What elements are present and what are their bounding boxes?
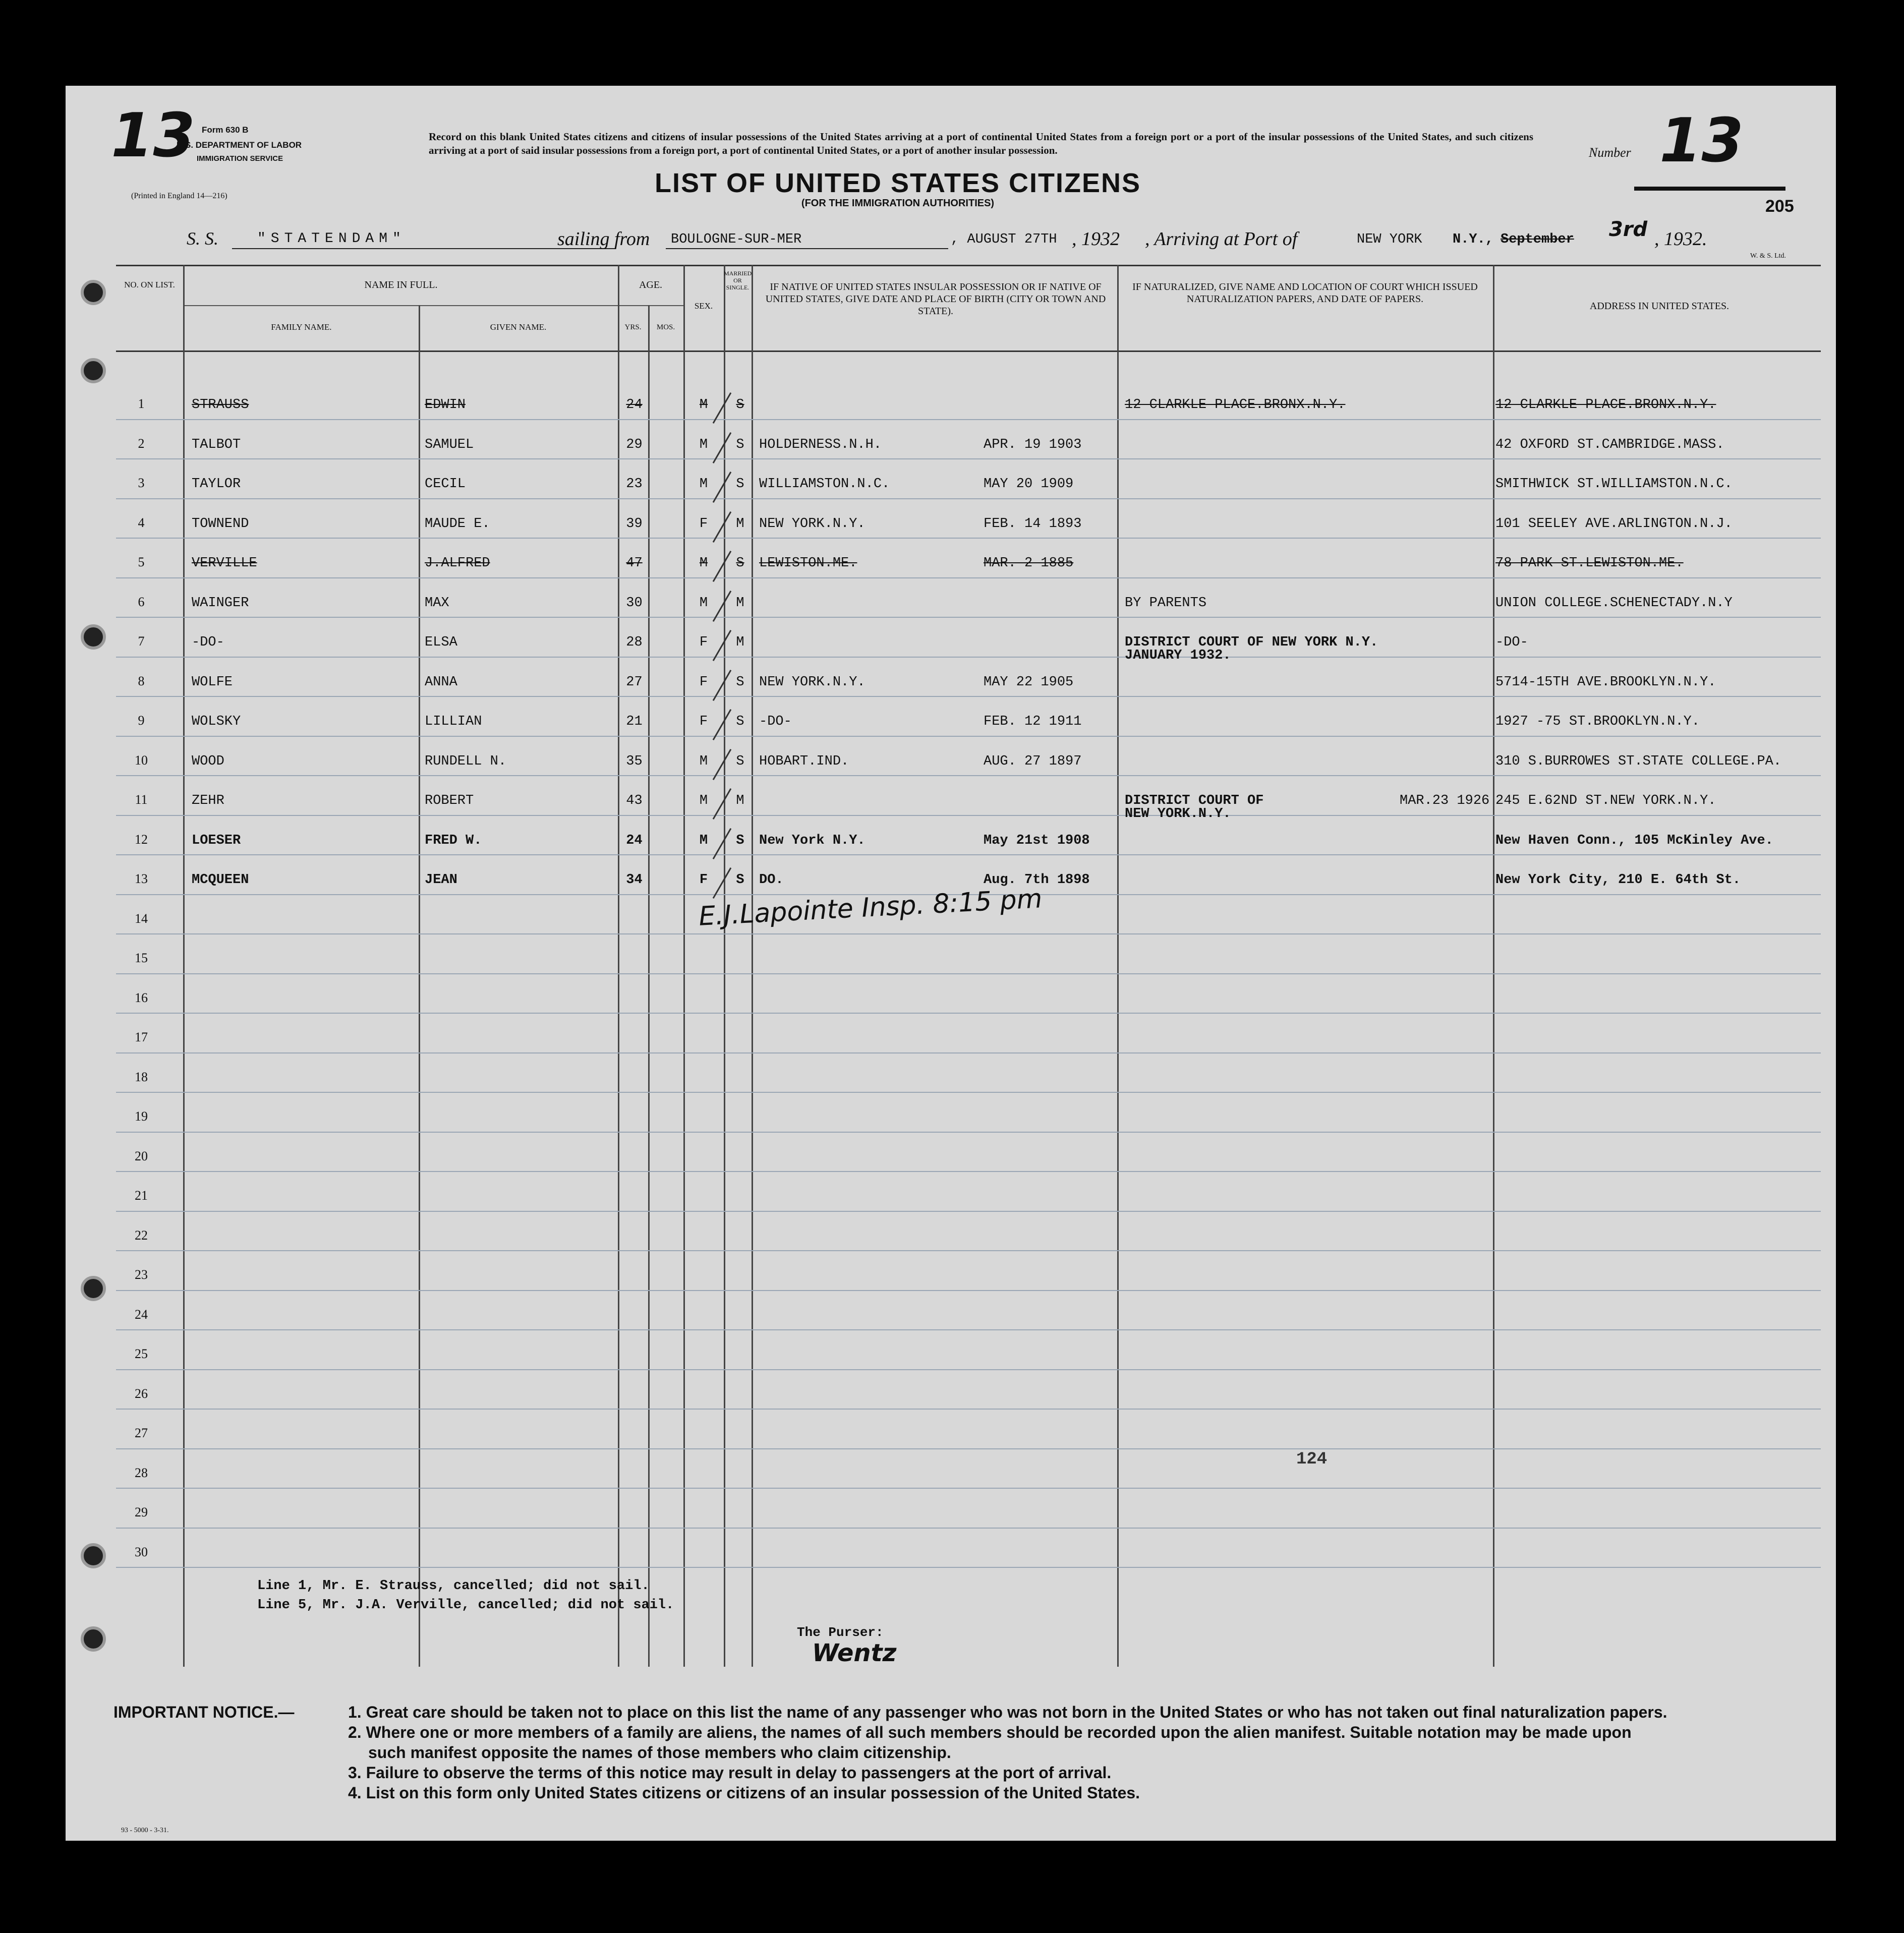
cell-sex: F <box>699 872 708 888</box>
cell-given: RUNDELL N. <box>425 753 507 769</box>
port-underline <box>666 248 948 249</box>
cell-family: WOOD <box>192 753 224 769</box>
cell-ms: S <box>736 833 744 848</box>
col-header-family: FAMILY NAME. <box>271 322 332 332</box>
cell-birth-place: New York N.Y. <box>759 833 866 848</box>
name-subheader-line <box>184 305 683 306</box>
purser-signature: Wentz <box>812 1639 897 1667</box>
cell-given: J.ALFRED <box>425 556 490 571</box>
empty-row <box>116 1378 1821 1418</box>
cell-sex: M <box>699 556 708 571</box>
cell-family: TAYLOR <box>192 477 241 492</box>
empty-row <box>116 1180 1821 1220</box>
cell-sex: M <box>699 437 708 452</box>
empty-row <box>116 982 1821 1022</box>
cell-sex: M <box>699 477 708 492</box>
table-row <box>116 547 1821 587</box>
cell-nat-date: MAR.23 1926 <box>1400 793 1490 808</box>
table-row <box>116 824 1821 864</box>
cell-given: ROBERT <box>425 793 474 808</box>
department-label: U.S. DEPARTMENT OF LABOR <box>177 140 302 150</box>
cell-age: 23 <box>626 477 643 492</box>
manifest-table <box>116 265 1821 1667</box>
empty-row <box>116 943 1821 982</box>
table-row <box>116 626 1821 666</box>
cell-family: VERVILLE <box>192 556 257 571</box>
table-row <box>116 784 1821 824</box>
cell-family: -DO- <box>192 635 224 650</box>
cell-age: 28 <box>626 635 643 650</box>
cell-family: STRAUSS <box>192 397 249 413</box>
arrival-year: , 1932. <box>1654 228 1707 250</box>
number-label: Number <box>1589 145 1631 160</box>
empty-row <box>116 1259 1821 1299</box>
cell-given: FRED W. <box>425 833 482 848</box>
row-number: 24 <box>135 1307 148 1322</box>
manifest-page <box>66 86 1836 1841</box>
cell-ms: S <box>736 753 744 769</box>
cell-given: EDWIN <box>425 397 466 413</box>
cell-given: LILLIAN <box>425 714 482 729</box>
empty-row <box>116 1141 1821 1181</box>
service-label: IMMIGRATION SERVICE <box>197 154 283 163</box>
row-number: 23 <box>135 1267 148 1282</box>
empty-row <box>116 1299 1821 1339</box>
row-number: 26 <box>135 1386 148 1401</box>
row-number: 7 <box>138 634 145 649</box>
footnote-line-5: Line 5, Mr. J.A. Verville, cancelled; did not sail. <box>257 1598 674 1613</box>
cell-sex: M <box>699 833 708 848</box>
row-number: 11 <box>135 792 148 807</box>
purser-label: The Purser: <box>797 1625 884 1640</box>
row-number: 2 <box>138 436 145 451</box>
cell-nat: 12 CLARKLE PLACE.BRONX.N.Y. <box>1125 397 1346 413</box>
cell-addr: 245 E.62ND ST.NEW YORK.N.Y. <box>1495 793 1716 808</box>
form-instructions: Record on this blank United States citizens and citizens of insular possessions of the United States arriving at a port of continental United States from a foreign port or a port of the insular possessions of the United States, and such citizens arriving at a port of said insular possessions from a foreign port, a port of continental United States, or a port of another insular possession. <box>429 131 1533 156</box>
cell-given: ELSA <box>425 635 457 650</box>
cell-family: WAINGER <box>192 595 249 611</box>
handwritten-number-left: 13 <box>111 101 195 171</box>
cell-sex: F <box>699 714 708 729</box>
cell-birth-date: MAR. 2 1885 <box>984 556 1074 571</box>
arrival-month: September <box>1501 232 1574 247</box>
cell-age: 27 <box>626 674 643 690</box>
cell-birth-place: DO. <box>759 872 784 888</box>
cell-family: LOESER <box>192 833 241 848</box>
row-number: 9 <box>138 713 145 728</box>
printed-note: (Printed in England 14—216) <box>131 192 227 200</box>
table-header-border <box>116 350 1821 352</box>
notice-item-4: 4. List on this form only United States citizens or citizens of an insular possession of the United States. <box>348 1784 1140 1802</box>
empty-row <box>116 1497 1821 1537</box>
cell-birth-date: FEB. 12 1911 <box>984 714 1082 729</box>
ss-label: S. S. <box>187 228 218 249</box>
handwritten-number-right: 13 <box>1659 106 1744 176</box>
cell-ms: M <box>736 635 744 650</box>
cell-sex: M <box>699 793 708 808</box>
col-header-sex: SEX. <box>694 301 713 311</box>
empty-row <box>116 1101 1821 1141</box>
row-number: 10 <box>135 752 148 768</box>
cell-age: 30 <box>626 595 643 611</box>
table-row <box>116 587 1821 626</box>
cell-addr: SMITHWICK ST.WILLIAMSTON.N.C. <box>1495 477 1733 492</box>
empty-row <box>116 1457 1821 1497</box>
cell-birth-place: HOLDERNESS.N.H. <box>759 437 882 452</box>
col-header-no: NO. ON LIST. <box>124 280 175 289</box>
cell-birth-date: APR. 19 1903 <box>984 437 1082 452</box>
cell-birth-date: Aug. 7th 1898 <box>984 872 1090 888</box>
table-row <box>116 745 1821 785</box>
table-row <box>116 507 1821 547</box>
binder-hole <box>81 1543 106 1568</box>
cell-addr: 310 S.BURROWES ST.STATE COLLEGE.PA. <box>1495 753 1782 769</box>
cell-birth-place: NEW YORK.N.Y. <box>759 516 866 532</box>
departure-port: BOULOGNE-SUR-MER <box>671 232 802 247</box>
cell-age: 34 <box>626 872 643 888</box>
cell-addr: 12 CLARKLE PLACE.BRONX.N.Y. <box>1495 397 1716 413</box>
cell-given: MAUDE E. <box>425 516 490 532</box>
printer-mark: W. & S. Ltd. <box>1750 252 1786 260</box>
col-header-birth: IF NATIVE OF UNITED STATES INSULAR POSSESSION OR IF NATIVE OF UNITED STATES, GIVE DATE AND PLACE OF BIRTH (CITY OR TOWN AND STATE). <box>765 281 1106 317</box>
arriving-label: , Arriving at Port of <box>1145 228 1298 250</box>
cell-age: 24 <box>626 397 643 413</box>
notice-heading: IMPORTANT NOTICE.— <box>113 1703 295 1721</box>
row-number: 21 <box>135 1188 148 1203</box>
table-top-border <box>116 265 1821 266</box>
cell-sex: M <box>699 595 708 611</box>
binder-hole <box>81 280 106 305</box>
row-number: 25 <box>135 1346 148 1361</box>
cell-ms: S <box>736 437 744 452</box>
binder-hole <box>81 1626 106 1652</box>
cell-addr: -DO- <box>1495 635 1528 650</box>
cell-ms: S <box>736 397 744 413</box>
row-number: 8 <box>138 673 145 688</box>
cell-given: CECIL <box>425 477 466 492</box>
table-body <box>116 388 1821 1667</box>
cell-family: MCQUEEN <box>192 872 249 888</box>
row-number: 14 <box>135 911 148 926</box>
cell-birth-place: LEWISTON.ME. <box>759 556 857 571</box>
cell-addr: 78 PARK ST.LEWISTON.ME. <box>1495 556 1684 571</box>
cell-addr: New York City, 210 E. 64th St. <box>1495 872 1741 888</box>
cell-birth-date: May 21st 1908 <box>984 833 1090 848</box>
arrival-port: NEW YORK <box>1357 232 1422 247</box>
cell-ms: S <box>736 872 744 888</box>
page-subtitle: (FOR THE IMMIGRATION AUTHORITIES) <box>801 198 995 209</box>
departure-date: , AUGUST 27TH <box>951 232 1057 247</box>
cell-ms: S <box>736 714 744 729</box>
cell-birth-date: MAY 20 1909 <box>984 477 1074 492</box>
cell-nat: BY PARENTS <box>1125 595 1207 611</box>
empty-row <box>116 1418 1821 1457</box>
row-number: 4 <box>138 515 145 530</box>
cell-ms: M <box>736 793 744 808</box>
notice-item-3: 3. Failure to observe the terms of this notice may result in delay to passengers at the port of arrival. <box>348 1764 1112 1782</box>
footnote-line-1: Line 1, Mr. E. Strauss, cancelled; did not sail. <box>257 1578 650 1594</box>
row-number: 15 <box>135 951 148 965</box>
table-row <box>116 388 1821 428</box>
cell-age: 47 <box>626 556 643 571</box>
cell-age: 39 <box>626 516 643 532</box>
row-number: 28 <box>135 1465 148 1480</box>
empty-row <box>116 1220 1821 1260</box>
cell-birth-place: -DO- <box>759 714 792 729</box>
age-subheader-line <box>618 305 683 306</box>
cell-age: 35 <box>626 753 643 769</box>
cell-ms: S <box>736 674 744 690</box>
cell-family: TALBOT <box>192 437 241 452</box>
inspector-signature: E.J.Lapointe Insp. 8:15 pm <box>698 884 1043 932</box>
page-title: LIST OF UNITED STATES CITIZENS <box>655 168 1141 198</box>
arrival-day: 3rd <box>1609 218 1648 241</box>
cell-age: 43 <box>626 793 643 808</box>
cell-ms: S <box>736 556 744 571</box>
arrival-state: N.Y., <box>1453 232 1494 247</box>
cell-family: ZEHR <box>192 793 224 808</box>
cell-addr: New Haven Conn., 105 McKinley Ave. <box>1495 833 1773 848</box>
sailing-label: sailing from <box>557 228 650 250</box>
col-header-given: GIVEN NAME. <box>490 322 547 332</box>
col-header-name: NAME IN FULL. <box>364 279 438 290</box>
cell-sex: M <box>699 397 708 413</box>
cell-family: WOLFE <box>192 674 233 690</box>
row-number: 19 <box>135 1109 148 1124</box>
row-number: 16 <box>135 990 148 1005</box>
cell-sex: F <box>699 674 708 690</box>
table-row <box>116 428 1821 468</box>
cell-age: 21 <box>626 714 643 729</box>
row-number: 5 <box>138 555 145 569</box>
cell-age: 24 <box>626 833 643 848</box>
cell-ms: M <box>736 595 744 611</box>
table-row <box>116 666 1821 706</box>
cell-addr: 1927 -75 ST.BROOKLYN.N.Y. <box>1495 714 1700 729</box>
notice-item-2: 2. Where one or more members of a family are aliens, the names of all such members should be recorded upon the alien manifest. Suitable notation may be made upon <box>348 1723 1632 1741</box>
row-number: 30 <box>135 1544 148 1559</box>
col-header-age: AGE. <box>639 279 663 290</box>
col-header-mos: MOS. <box>656 323 675 331</box>
notice-item-2-cont: such manifest opposite the names of those members who claim citizenship. <box>368 1743 951 1762</box>
row-number: 3 <box>138 476 145 490</box>
print-code: 93 - 5000 - 3-31. <box>121 1827 169 1834</box>
page-number: 205 <box>1765 197 1794 216</box>
form-number: Form 630 B <box>202 125 249 135</box>
ship-name: "STATENDAM" <box>257 231 406 247</box>
row-number: 29 <box>135 1505 148 1519</box>
cell-sex: F <box>699 635 708 650</box>
row-number: 1 <box>138 396 145 411</box>
binder-hole <box>81 358 106 383</box>
col-header-married: MARRIED OR SINGLE. <box>724 270 752 291</box>
row-number: 18 <box>135 1069 148 1084</box>
empty-row <box>116 1537 1821 1576</box>
cell-nat: DISTRICT COURT OF NEW YORK N.Y. <box>1125 635 1378 650</box>
cell-given: JEAN <box>425 872 457 888</box>
row-number: 20 <box>135 1148 148 1163</box>
cell-given: SAMUEL <box>425 437 474 452</box>
row-number: 27 <box>135 1426 148 1440</box>
cell-nat: DISTRICT COURT OF <box>1125 793 1264 808</box>
col-header-naturalized: IF NATURALIZED, GIVE NAME AND LOCATION OF COURT WHICH ISSUED NATURALIZATION PAPERS, AND DATE OF PAPERS. <box>1132 281 1478 305</box>
cell-birth-date: FEB. 14 1893 <box>984 516 1082 532</box>
cell-sex: M <box>699 753 708 769</box>
cell-family: WOLSKY <box>192 714 241 729</box>
cell-addr: 101 SEELEY AVE.ARLINGTON.N.J. <box>1495 516 1733 532</box>
cell-nat-line2: NEW YORK.N.Y. <box>1125 806 1231 822</box>
row-number: 6 <box>138 594 145 609</box>
stamp-number: 124 <box>1296 1450 1328 1469</box>
cell-birth-date: MAY 22 1905 <box>984 674 1074 690</box>
cell-birth-place: HOBART.IND. <box>759 753 849 769</box>
row-number: 17 <box>135 1030 148 1044</box>
row-number: 13 <box>135 871 148 886</box>
cell-birth-place: WILLIAMSTON.N.C. <box>759 477 890 492</box>
cell-given: MAX <box>425 595 449 611</box>
departure-year: , 1932 <box>1072 228 1120 250</box>
binder-hole <box>81 1276 106 1301</box>
empty-row <box>116 1338 1821 1378</box>
table-row <box>116 705 1821 745</box>
notice-item-1: 1. Great care should be taken not to place on this list the name of any passenger who was not born in the United States or who has not taken out final naturalization papers. <box>348 1703 1667 1721</box>
cell-ms: S <box>736 477 744 492</box>
col-header-address: ADDRESS IN UNITED STATES. <box>1589 301 1729 312</box>
cell-age: 29 <box>626 437 643 452</box>
cell-addr: 42 OXFORD ST.CAMBRIDGE.MASS. <box>1495 437 1724 452</box>
cell-ms: M <box>736 516 744 532</box>
number-underline <box>1634 187 1785 191</box>
cell-addr: 5714-15TH AVE.BROOKLYN.N.Y. <box>1495 674 1716 690</box>
cell-family: TOWNEND <box>192 516 249 532</box>
cell-birth-date: AUG. 27 1897 <box>984 753 1082 769</box>
table-row <box>116 467 1821 507</box>
row-number: 22 <box>135 1227 148 1243</box>
cell-addr: UNION COLLEGE.SCHENECTADY.N.Y <box>1495 595 1733 611</box>
cell-given: ANNA <box>425 674 457 690</box>
empty-row <box>116 1062 1821 1101</box>
col-header-yrs: YRS. <box>624 323 642 331</box>
cell-nat-line2: JANUARY 1932. <box>1125 648 1231 663</box>
cell-sex: F <box>699 516 708 532</box>
binder-hole <box>81 624 106 650</box>
row-number: 12 <box>135 832 148 847</box>
empty-row <box>116 1022 1821 1062</box>
cell-birth-place: NEW YORK.N.Y. <box>759 674 866 690</box>
